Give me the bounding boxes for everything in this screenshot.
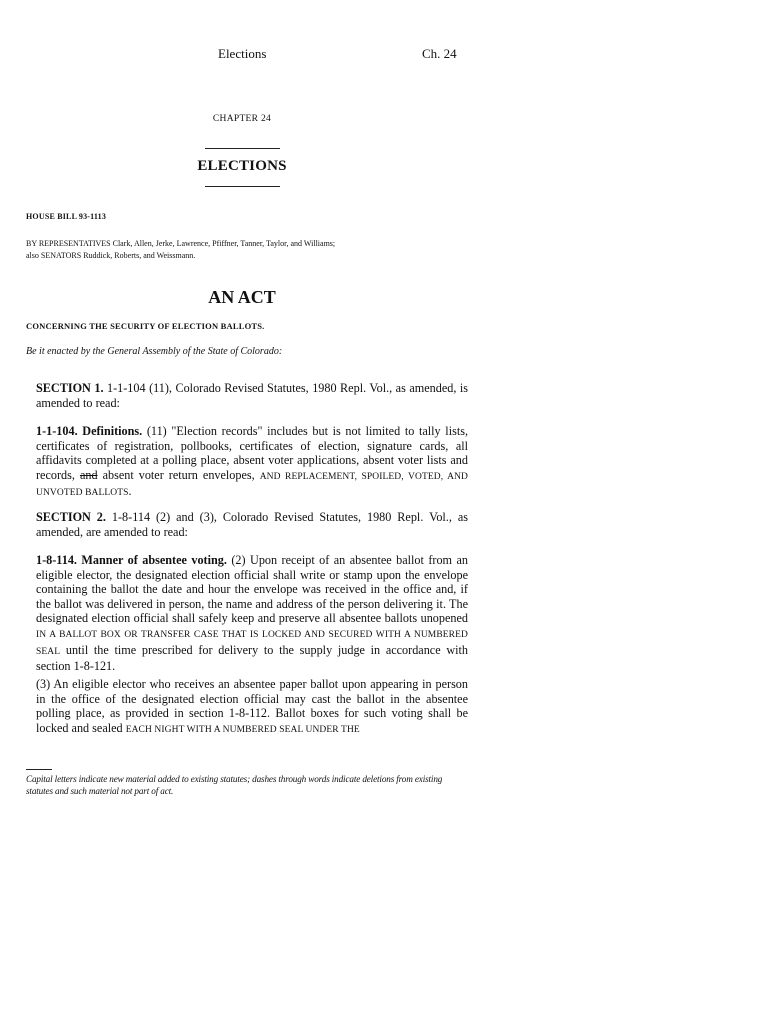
section-1-paragraph xyxy=(26,381,468,410)
chapter-label: CHAPTER 24 xyxy=(212,114,272,124)
definitions-end: . xyxy=(128,484,132,499)
absentee-voting-text: (2) Upon receipt of an absentee ballot from an eligible elector, the designated election official shall write or stamp upon the envelope containing the ballot the date and hour the envelope was received in the office and, if the ballot was delivered in person, the name and address of the person delivering it. The designated election official shall safely keep and preserve all absentee ballots unopened xyxy=(36,553,468,626)
definitions-label: 1-1-104. Definitions. xyxy=(36,424,143,438)
bill-number: HOUSE BILL 93-1113 xyxy=(26,212,107,221)
running-head-left: Elections xyxy=(218,46,267,61)
subsection-3-paragraph xyxy=(26,677,468,737)
sponsors xyxy=(26,238,466,261)
added-material: EACH NIGHT WITH A NUMBERED SEAL UNDER THE xyxy=(125,724,360,735)
concerning-clause: CONCERNING THE SECURITY OF ELECTION BALLOTS. xyxy=(26,321,265,331)
footnote-line-1: Capital letters indicate new material added to existing statutes; dashes through words indicate deletions from existing xyxy=(26,774,443,784)
section-2-text: 1-8-114 (2) and (3), Colorado Revised Statutes, 1980 Repl. Vol., as amended, are amended to read: xyxy=(36,510,468,539)
subsection-3-text: (3) An eligible elector who receives an absentee paper ballot upon appearing in person in the office of the designated election official may cast the ballot in the absentee polling place, as provided in section 1-8-112. Ballot boxes for such voting shall be locked and sealed xyxy=(36,677,468,735)
added-material: IN A BALLOT BOX OR TRANSFER CASE THAT IS LOCKED AND SECURED WITH A NUMBERED SEAL xyxy=(36,629,468,657)
added-material: AND REPLACEMENT, SPOILED, VOTED, AND UNVOTED BALLOTS xyxy=(36,471,468,499)
definitions-text: (11) "Election records" includes but is not limited to tally lists, certificates of registration, pollbooks, certificates of election, signature cards, all affidavits completed at a polling place, absent voter applications, absent voter lists and records, xyxy=(36,424,468,482)
absentee-voting-paragraph xyxy=(26,553,468,674)
footnote-line-2: statutes and such material not part of act. xyxy=(26,785,174,796)
section-1-label: SECTION 1. xyxy=(36,381,104,395)
title-rule-bottom xyxy=(205,186,280,187)
sponsors-line-1: BY REPRESENTATIVES Clark, Allen, Jerke, Lawrence, Pfiffner, Tanner, Taylor, and Williams; xyxy=(26,239,336,248)
absentee-voting-label: 1-8-114. Manner of absentee voting. xyxy=(36,553,227,567)
enacting-clause: Be it enacted by the General Assembly of the State of Colorado: xyxy=(26,346,283,357)
footnote xyxy=(26,774,458,797)
running-head-right: Ch. 24 xyxy=(422,46,457,61)
section-1-text: 1-1-104 (11), Colorado Revised Statutes, 1980 Repl. Vol., as amended, is amended to read: xyxy=(36,381,468,410)
title-rule-top xyxy=(205,148,280,149)
deleted-word: and xyxy=(79,467,98,482)
section-2-paragraph xyxy=(26,510,468,539)
definitions-paragraph xyxy=(26,424,468,501)
absentee-voting-text-after: until the time prescribed for delivery to the supply judge in accordance with section 1-8-121. xyxy=(36,642,468,674)
footnote-rule xyxy=(26,769,52,770)
sponsors-line-2: also SENATORS Ruddick, Roberts, and Weissmann. xyxy=(26,250,196,260)
definitions-text-after: absent voter return envelopes, xyxy=(97,467,260,482)
chapter-title: ELECTIONS xyxy=(197,158,287,174)
section-2-label: SECTION 2. xyxy=(36,510,106,524)
act-heading: AN ACT xyxy=(208,287,276,307)
